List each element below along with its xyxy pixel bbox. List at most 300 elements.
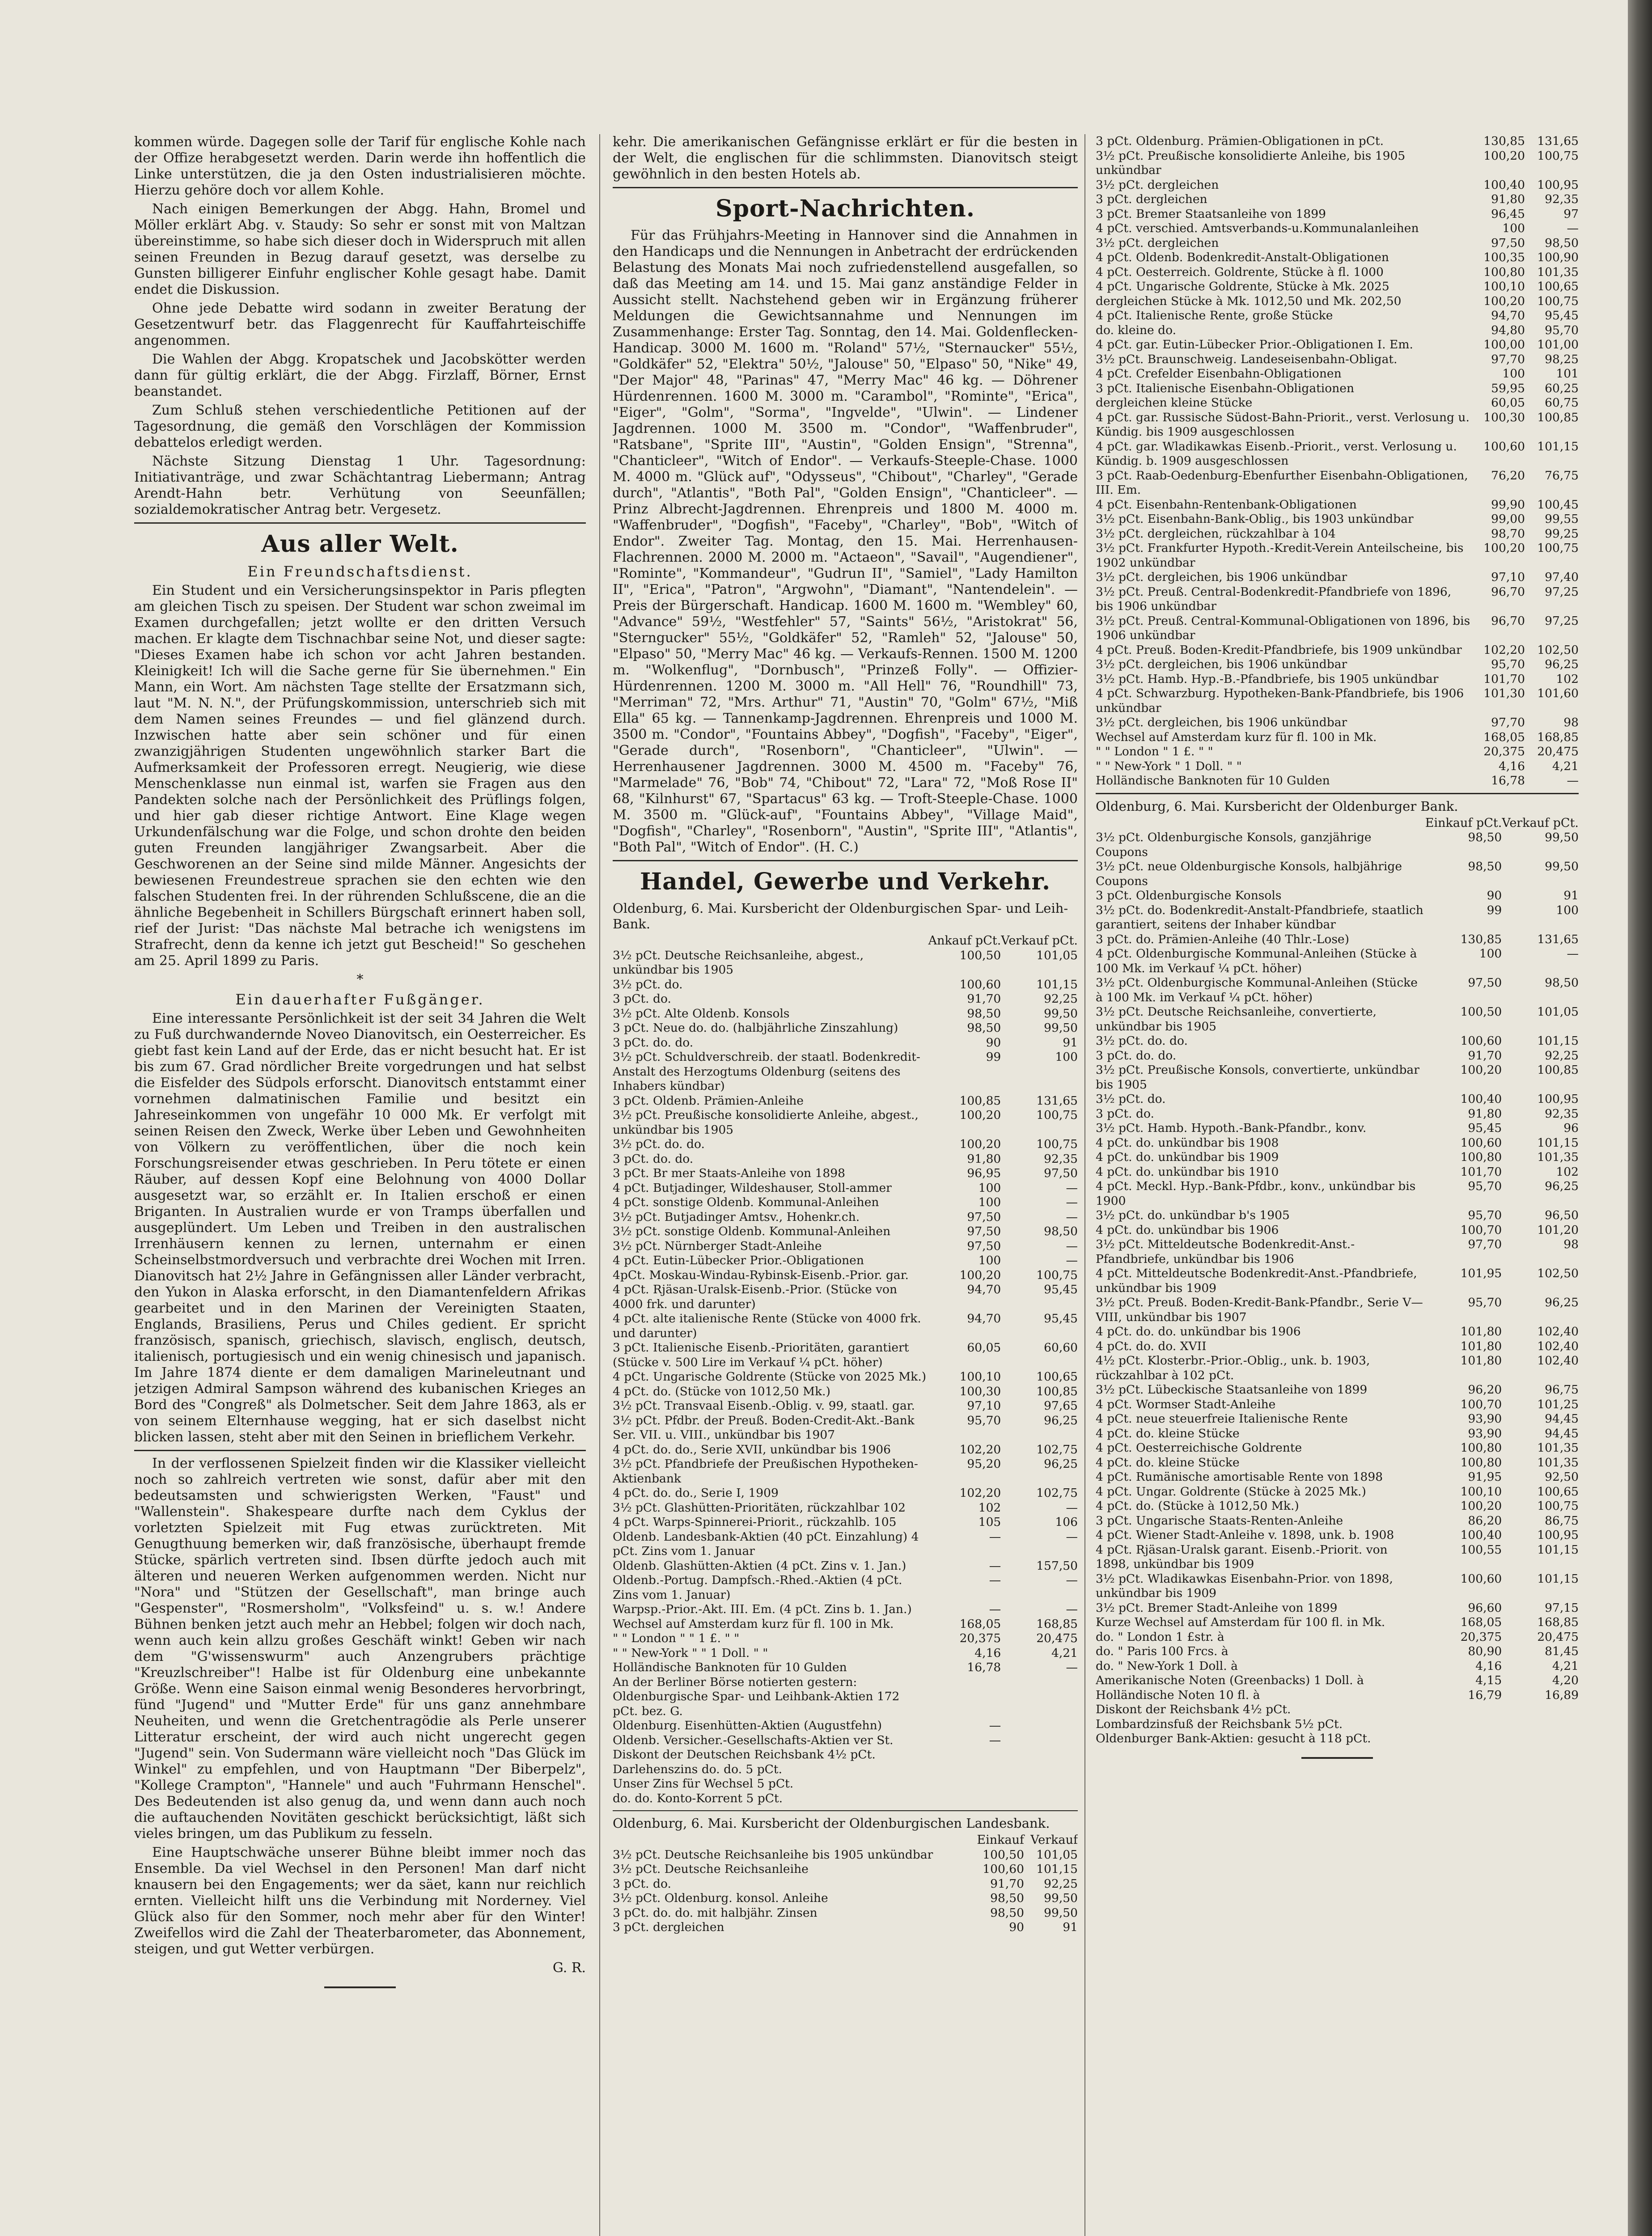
table-row [1096,1325,1579,1339]
security-name: 3½ pCt. Transvaal Eisenb.-Oblig. v. 99, staatl. gar. [613,1399,915,1413]
sell-rate: 20,475 [1036,1631,1078,1645]
sell-rate: 97,25 [1545,584,1579,599]
table-row [613,1486,1078,1501]
table-row [1096,178,1579,193]
exchange-report-title-oldenburger-bank: Oldenburg, 6. Mai. Kursbericht der Oldenburger Bank. [1096,798,1458,814]
table-header-row [613,934,1078,949]
buy-rate [928,1791,1001,1806]
sell-rate: 100,85 [1537,1063,1579,1077]
buy-rate: 98,50 [1468,830,1502,844]
table-row [1096,1339,1579,1354]
sell-rate: 168,85 [1537,1615,1579,1629]
buy-rate: 97,50 [1491,236,1525,250]
security-name: 3 pCt. dergleichen [613,1920,724,1934]
security-name: 4 pCt. do. do. unkündbar bis 1906 [1096,1325,1301,1338]
sell-rate: 76,75 [1545,468,1579,483]
section-rule [613,860,1078,861]
buy-rate: 168,05 [1460,1615,1502,1629]
table-row [613,1559,1078,1574]
security-name: 4 pCt. Ungar. Goldrente (Stücke à 2025 Mk.) [1096,1484,1366,1499]
buy-rate: 4,16 [974,1646,1001,1660]
sell-rate: 100,95 [1537,1528,1579,1542]
table-row [613,1254,1078,1268]
security-name: 3½ pCt. Nürnberger Stadt-Anleihe [613,1239,822,1253]
table-header-row [1096,816,1579,831]
security-name: 4 pCt. Meckl. Hyp.-Bank-Pfdbr., konv., unkündbar bis 1900 [1096,1179,1416,1208]
sell-rate: 102,40 [1537,1325,1579,1338]
security-name: Oldenb. Versicher.-Gesellschafts-Aktien ver St. [613,1733,894,1747]
security-name: 4 pCt. do. (Stücke à 1012,50 Mk.) [1096,1499,1299,1513]
sell-rate: 101 [1556,367,1579,381]
buy-rate: — [989,1573,1001,1587]
table-row [613,1312,1078,1341]
security-name: 3½ pCt. Wladikawkas Eisenbahn-Prior. von 1898, unkündbar bis 1909 [1096,1571,1393,1600]
security-name: 4 pCt. verschied. Amtsverbands-u.Kommunalanleihen [1096,221,1419,235]
sell-rate: 131,65 [1537,932,1579,946]
security-name: 3½ pCt. dergleichen, rückzahlbar à 104 [1096,526,1336,541]
table-row [613,1501,1078,1516]
table-row [613,1660,1078,1675]
table-row [1096,236,1579,251]
sell-rate: 101,25 [1537,1397,1579,1411]
buy-rate: — [989,1529,1001,1544]
security-name: 4 pCt. Oesterreich. Goldrente, Stücke à fl. 1000 [1096,265,1384,279]
security-name: Diskont der Deutschen Reichsbank 4½ pCt. [613,1748,876,1762]
paragraph: Eine Hauptschwäche unserer Bühne bleibt immer noch das Ensemble. Da viel Wechsel in den Personen! Man darf nicht knausern bei den Engagements; wer da säet, kann nur reichlich ernten. Vielleicht hilft uns die Verbindung mit Norderney. Viel Glück also für den Sommer, noch mehr aber für den Winter! Zweifellos wird die Zahl der Theaterbarometer, das Abonnement, steigen, und gut Wetter verbürgen. [134,1845,586,1957]
sell-rate: 92,50 [1545,1470,1579,1484]
buy-rate: 100,80 [1483,265,1525,279]
buy-rate: 100 [978,1195,1001,1209]
sell-rate [1001,1762,1078,1777]
security-name: 3 pCt. dergleichen [1096,192,1207,206]
table-row [613,1210,1078,1225]
table-row [1096,1063,1579,1092]
table-row [613,1195,1078,1210]
sell-rate: 16,89 [1545,1688,1579,1702]
exchange-table-landesbank [613,1833,1078,1935]
table-row [613,1573,1078,1602]
buy-rate: 91,95 [1468,1470,1502,1484]
sell-rate: 86,75 [1545,1513,1579,1528]
buy-rate: 100 [978,1181,1001,1195]
sell-rate [1001,1719,1078,1733]
sell-rate: 101,15 [1036,1862,1078,1876]
table-row [613,1719,1078,1733]
sell-rate: 60,60 [1044,1341,1078,1355]
table-row [1096,309,1579,323]
table-row [1096,265,1579,280]
security-name: 4 pCt. gar. Wladikawkas Eisenb.-Priorit., verst. Verlosung u. Kündig. b. 1909 ausgeschlossen [1096,439,1457,468]
security-name: Darlehenszins do. do. 5 pCt. [613,1762,783,1776]
sell-rate: — [1066,1602,1078,1616]
buy-rate [928,1762,1001,1777]
security-name: " " London " " 1 £. " " [613,1631,740,1645]
buy-rate: 4,16 [1475,1659,1502,1673]
sell-rate: 101,15 [1537,1034,1579,1048]
sell-rate: 97,40 [1545,570,1579,584]
sell-rate: 101,15 [1537,1542,1579,1557]
table-row [1096,860,1579,889]
buy-rate: 100,40 [1460,1092,1502,1106]
table-row [1096,1572,1579,1601]
table-row [1096,1179,1579,1208]
security-name: do. " New-York 1 Doll. à [1096,1659,1238,1673]
buy-rate: 105 [978,1515,1001,1529]
buy-rate: 100,10 [1460,1484,1502,1499]
security-name: 3½ pCt. Preußische konsolidierte Anleihe, bis 1905 unkündbar [1096,148,1406,177]
table-row [613,1848,1078,1863]
buy-rate: 101,80 [1460,1325,1502,1338]
sell-rate: 101,05 [1036,1847,1078,1862]
buy-rate: 101,95 [1460,1266,1502,1280]
buy-rate: 98,50 [990,1891,1024,1905]
buy-rate: 99 [986,1050,1001,1064]
security-name: do. do. Konto-Korrent 5 pCt. [613,1791,783,1805]
security-name: 3 pCt. Neue do. do. (halbjährliche Zinszahlung) [613,1021,898,1035]
security-name: Wechsel auf Amsterdam kurz für fl. 100 in Mk. [613,1617,894,1631]
security-name: 4 pCt. Schwarzburg. Hypotheken-Bank-Pfandbriefe, bis 1906 unkündbar [1096,686,1464,715]
buy-rate: 100,50 [983,1847,1024,1862]
sell-rate: 168,85 [1537,730,1579,744]
security-name: 4 pCt. do. kleine Stücke [1096,1455,1240,1469]
table-row [1096,947,1579,976]
security-name: dergleichen kleine Stücke [1096,396,1253,410]
table-row [1096,250,1579,265]
sell-rate: 92,35 [1044,1152,1078,1166]
table-row [1096,889,1579,903]
sell-rate [1502,1702,1579,1717]
table-row [1096,1107,1579,1122]
security-name: 3½ pCt. Preuß. Central-Kommunal-Obligationen von 1896, bis 1906 unkündbar [1096,614,1470,642]
buy-rate: 100 [978,1254,1001,1267]
buy-rate: 102,20 [959,1442,1001,1457]
table-row [1096,730,1579,745]
table-row [613,1108,1078,1137]
buy-rate: 20,375 [959,1631,1001,1645]
security-name: 3 pCt. do. do. [1096,1048,1177,1063]
security-name: 3½ pCt. Pfdbr. der Preuß. Boden-Credit-Akt.-Bank Ser. VII. u. VIII., unkündbar bis 1907 [613,1413,915,1442]
buy-rate: 100,85 [959,1093,1001,1108]
end-rule [324,1986,396,1988]
sell-rate: 100,85 [1036,1384,1078,1398]
security-name: 4 pCt. Butjadinger, Wildeshauser, Stoll-ammer [613,1181,892,1195]
table-row [613,1224,1078,1239]
table-row [613,1877,1078,1892]
buy-rate: 95,70 [1468,1296,1502,1309]
table-row [1096,1354,1579,1383]
end-rule [1301,1757,1373,1759]
table-row [613,978,1078,992]
buy-rate: 91,80 [967,1152,1001,1166]
security-name: 3 pCt. Italienische Eisenbahn-Obligationen [1096,381,1355,395]
table-row [1096,207,1579,222]
sell-rate: 100,75 [1537,294,1579,308]
buy-rate: 60,05 [967,1341,1001,1355]
table-row [613,1268,1078,1283]
sell-rate: 96,75 [1545,1383,1579,1397]
table-row [1096,498,1579,512]
theater-review [134,1456,586,1957]
buy-rate: 60,05 [1491,396,1525,410]
security-name: 3½ pCt. do. unkündbar b's 1905 [1096,1208,1290,1222]
buy-rate: 98,70 [1491,526,1525,541]
security-name: 4 pCt. Wiener Stadt-Anleihe v. 1898, unk. b. 1908 [1096,1528,1394,1542]
security-name: 3½ pCt. neue Oldenburgische Konsols, halbjährige Coupons [1096,860,1402,888]
table-row [1096,976,1579,1005]
buy-rate: 100,60 [1460,1034,1502,1048]
security-name: 4 pCt. Crefelder Eisenbahn-Obligationen [1096,367,1342,381]
table-row [613,1036,1078,1050]
buy-rate: 91,80 [1468,1106,1502,1121]
security-name: 4pCt. Moskau-Windau-Rybinsk-Eisenb.-Prior. gar. [613,1268,909,1282]
sell-rate: 99,50 [1044,1021,1078,1035]
sell-rate: 100,75 [1537,148,1579,163]
security-name: 4 pCt. Rumänische amortisable Rente von 1898 [1096,1470,1383,1484]
table-row [613,1166,1078,1181]
column-divider [1084,134,1085,2236]
sell-rate [1001,1675,1078,1690]
table-row [1096,1644,1579,1659]
sell-rate: — [1066,1181,1078,1195]
buy-rate: 168,05 [959,1617,1001,1631]
security-name: 3 pCt. Italienische Eisenb.-Prioritäten, garantiert (Stücke v. 500 Lire im Verkauf ¼ pCt. höher) [613,1341,909,1369]
security-name: 3½ pCt. Preuß. Boden-Kredit-Bank-Pfandbr., Serie V—VIII, unkündbar bis 1907 [1096,1296,1423,1324]
article-freundschaftsdienst [134,583,586,969]
security-name: 3½ pCt. Preußische Konsols, convertierte, unkündbar bis 1905 [1096,1063,1419,1092]
buy-rate: 100,20 [1483,541,1525,555]
table-row [1096,1717,1579,1732]
security-name: 3½ pCt. Glashütten-Prioritäten, rückzahlbar 102 [613,1500,906,1515]
security-name: 3½ pCt. Eisenbahn-Bank-Oblig., bis 1903 unkündbar [1096,512,1414,526]
buy-rate: 97,70 [1491,352,1525,366]
security-name: 3 pCt. do. do. mit halbjähr. Zinsen [613,1906,818,1920]
table-row [1096,469,1579,498]
buy-rate: 95,70 [1468,1208,1502,1222]
sell-rate: — [1066,1210,1078,1224]
table-row [613,1515,1078,1530]
sell-rate: 60,25 [1545,381,1579,395]
buy-rate: — [989,1602,1001,1616]
security-name: 4 pCt. Oesterreichische Goldrente [1096,1441,1302,1455]
security-name: 3½ pCt. sonstige Oldenb. Kommunal-Anleihen [613,1224,891,1238]
buy-rate: 16,78 [1491,774,1525,788]
security-name: 4 pCt. gar. Eutin-Lübecker Prior.-Obligationen I. Em. [1096,338,1413,351]
column-divider [599,134,600,2236]
security-name: 4 pCt. Preuß. Boden-Kredit-Pfandbriefe, bis 1909 unkündbar [1096,643,1462,657]
table-row [1096,381,1579,396]
table-row [1096,570,1579,585]
security-name: Oldenburgische Spar- und Leihbank-Aktien 172 pCt. bez. G. [613,1690,900,1718]
table-row [613,1690,1078,1719]
buy-rate: 94,70 [1491,309,1525,322]
sell-rate [1001,1791,1078,1806]
sell-rate: 102,40 [1537,1339,1579,1353]
table-row [1096,1266,1579,1296]
sell-rate: 96,25 [1044,1413,1078,1427]
table-row [1096,192,1579,207]
buy-rate: 100,70 [1460,1397,1502,1411]
exchange-table-spar-leihbank [613,934,1078,1806]
sell-rate: 102,50 [1537,643,1579,657]
security-name: 4 pCt. Ungarische Goldrente (Stücke von 2025 Mk.) [613,1370,927,1384]
buy-rate: 96,20 [1468,1383,1502,1397]
table-row [1096,1441,1579,1456]
table-row [1096,1136,1579,1151]
security-name: Diskont der Reichsbank 4½ pCt. [1096,1702,1291,1716]
sell-rate: 99,50 [1044,1906,1078,1920]
buy-rate: 100,20 [959,1137,1001,1151]
security-name: 3½ pCt. Deutsche Reichsanleihe [613,1862,809,1876]
table-row [1096,1456,1579,1470]
security-name: 3½ pCt. dergleichen, bis 1906 unkündbar [1096,570,1347,584]
sell-rate: 100,75 [1537,1499,1579,1513]
sell-rate: 131,65 [1036,1093,1078,1108]
sell-rate: 102,75 [1036,1486,1078,1500]
security-name: Unser Zins für Wechsel 5 pCt. [613,1777,794,1791]
buy-rate: 90 [1487,889,1502,902]
buy-rate: 100,80 [1460,1150,1502,1164]
table-row [1096,1412,1579,1427]
buy-rate: 100 [1479,947,1502,961]
table-row [1096,1049,1579,1063]
sell-rate: 92,25 [1545,1048,1579,1063]
sell-rate: — [1567,221,1579,235]
sell-rate: 102,50 [1537,1266,1579,1280]
buy-rate [928,1777,1001,1791]
security-name: 4 pCt. alte italienische Rente (Stücke von 4000 frk. und darunter) [613,1312,921,1340]
table-row [613,1385,1078,1399]
sell-rate: 92,25 [1044,1876,1078,1891]
parliament-report [134,134,586,518]
buy-rate: 100,10 [959,1370,1001,1384]
security-name: 4 pCt. do. (Stücke von 1012,50 Mk.) [613,1384,830,1398]
security-name: Wechsel auf Amsterdam kurz für fl. 100 in Mk. [1096,730,1377,744]
buy-rate: 94,80 [1491,323,1525,337]
sell-rate: 81,45 [1545,1644,1579,1658]
security-name: 3½ pCt. Mitteldeutsche Bodenkredit-Anst.-Pfandbriefe, unkündbar bis 1906 [1096,1237,1355,1266]
buy-rate: 100,55 [1460,1542,1502,1557]
buy-rate: 95,45 [1468,1121,1502,1135]
sell-rate [1502,1732,1579,1746]
security-name: 3 pCt. Raab-Oedenburg-Ebenfurther Eisenbahn-Obligationen, III. Em. [1096,468,1468,497]
sell-rate: 96,50 [1545,1208,1579,1222]
sell-rate: 101,05 [1036,948,1078,962]
security-name: 3½ pCt. Pfandbriefe der Preußischen Hypotheken-Aktienbank [613,1457,918,1486]
column-2 [613,134,1078,2236]
buy-rate: 80,90 [1468,1644,1502,1658]
sell-rate: 60,75 [1545,396,1579,410]
security-name: 3½ pCt. dergleichen, bis 1906 unkündbar [1096,657,1347,671]
table-row [1096,1601,1579,1616]
table-row [613,1748,1078,1762]
table-row [613,1021,1078,1036]
sell-rate: 101,15 [1537,1571,1579,1586]
sell-rate: 101,35 [1537,1455,1579,1469]
sell-rate: — [1066,1239,1078,1253]
sell-rate: — [1567,947,1579,961]
buy-rate: 100 [1502,367,1525,381]
table-row [613,1094,1078,1109]
table-row [613,1906,1078,1921]
sell-rate: 99,50 [1044,1006,1078,1021]
table-row [613,1414,1078,1443]
sell-rate: — [1066,1660,1078,1674]
security-name: 3½ pCt. do. [613,977,683,991]
buy-rate: 100,35 [1483,250,1525,264]
security-name: 4 pCt. do. unkündbar bis 1906 [1096,1223,1279,1237]
table-row [613,1530,1078,1559]
paragraph: Für das Frühjahrs-Meeting in Hannover sind die Annahmen in den Handicaps und die Nennungen in Anbetracht der erdrückenden Belastung des Monats Mai noch zufriedenstellend ausgefallen, so daß das Meeting am 14. und 15. Mai ganz anständige Felder in Aussicht stellt. Nachstehend geben wir in Ergänzung früherer Meldungen die Gewichtsannahme und Nennungen im Zusammenhange: Erster Tag. Sonntag, den 14. Mai. Goldenflecken-Handicap. 3000 M. 1600 m. "Roland" 57½, "Sternaucker" 55½, "Goldkäfer" 52, "Elektra" 50½, "Jalouse" 50, "Elpaso" 50, "Nike" 49, "Der Major" 48, "Parinas" 47, "Merry Mac" 46 kg. — Döhrener Hürdenrennen. 1600 M. 3000 m. "Carambol", "Rominte", "Erica", "Eiger", "Golm", "Sorma", "Ingvelde", "Ulwin". — Lindener Jagdrennen. 1000 M. 3500 m. "Condor", "Waffenbruder", "Ratsbane", "Sprite III", "Austin", "Golden Ensign", "Strenna", "Chanticleer", "Witch of Endor". — Verkaufs-Steeple-Chase. 1000 M. 4000 m. "Glück auf", "Odysseus", "Chibout", "Charley", "Gerade durch", "Atlantis", "Both Pal", "Golden Ensign", "Chanticleer". — Prinz Albrecht-Jagdrennen. Ehrenpreis und 1800 M. 4000 m. "Waffenbruder", "Dogfish", "Faceby", "Charley", "Bob", "Witch of Endor". Zweiter Tag. Montag, den 15. Mai. Herrenhausen-Flachrennen. 2000 M. 2000 m. "Actaeon", "Savail", "Augendiener", "Rominte", "Kommandeur", "Gudrun II", "Samiel", "Lady Hamilton II", "Erica", "Patron", "Argwohn", "Diamant", "Nantendelein". — Preis der Bürgerschaft. Handicap. 1600 M. 1600 m. "Wembley" 60, "Advance" 59½, "Westfehler" 57, "Saints" 56½, "Aristokrat" 56, "Sterngucker" 55½, "Goldkäfer" 52, "Ramleh" 52, "Jalouse" 50, "Elpaso" 50, "Merry Mac" 46 kg. — Verkaufs-Rennen. 1500 M. 1200 m. "Wolkenflug", "Dornbusch", "Prinzeß Folly". — Offizier-Hürdenrennen. 1200 M. 3000 m. "All Hell" 76, "Roundhill" 73, "Merriman" 72, "Mrs. Arthur" 71, "Austin" 70, "Golm" 67½, "Miß Ella" 65 kg. — Tannenkamp-Jagdrennen. Ehrenpreis und 1000 M. 3500 m. "Condor", "Fountains Abbey", "Dogfish", "Faceby", "Eiger", "Gerade durch", "Rosenborn", "Chanticleer", "Ulwin". — Herrenhausener Jagdrennen. 3000 M. 4500 m. "Faceby" 76, "Marmelade" 76, "Bob" 74, "Chibout" 72, "Lara" 72, "Moß Rose II" 68, "Kilnhurst" 67, "Spartacus" 63 kg. — Troft-Steeple-Chase. 1000 M. 3500 m. "Glück-auf", "Fountains Abbey", "Village Maid", "Dogfish", "Charley", "Rosenborn", "Austin", "Sprite III", "Atlantis", "Both Pal", "Witch of Endor". (H. C.) [613,228,1078,855]
table-row [1096,396,1579,411]
paragraph: Ein Student und ein Versicherungsinspektor in Paris pflegten am gleichen Tisch zu speisen. Der Student war schon zweimal im Examen durchgefallen; jetzt wollte er den dritten Versuch machen. Er klagte dem Tischnachbar seine Not, und dieser sagte: "Dieses Examen habe ich schon vor acht Jahren bestanden. Kleinigkeit! Ich will die Sache gerne für Sie übernehmen." Ein Mann, ein Wort. Am nächsten Tage stellte der Ersatzmann sich, laut "M. N. N.", der Prüfungskommission, unterschrieb sich mit dem Namen seines Freundes — und fiel glänzend durch. Inzwischen hatte aber sein schöner und für einen zwanzigjährigen Studenten ungewöhnlich starker Bart die Aufmerksamkeit der Professoren erregt. Neugierig, wie diese Menschenklasse nun einmal ist, warfen sie Fragen aus den Pandekten solche nach der Persönlichkeit des Prüflings folgen, und hier gab dieser richtige Antwort. Eine Klage wegen Urkundenfälschung war die Folge, und schon drohte den beiden guten Freunden langjähriger Zwangsarbeit. Aber die Geschworenen an der Seine sind milde Männer. Angesichts der bewiesenen Freundestreue sprachen sie den echten wie den falschen Studenten frei. In der rührenden Schlußscene, die an die ähnliche Begebenheit in Schillers Bürgschaft erinnert haben soll, rief der Jurist: "Das nächste Mal betrache ich wenigstens im Strafrecht, denn da kenne ich jetzt gut Bescheid!" So geschehen am 25. April 1899 zu Paris. [134,583,586,969]
sell-rate: 100 [1055,1050,1078,1064]
sell-rate: 99,25 [1545,526,1579,541]
table-row [613,1675,1078,1690]
sell-rate: 95,45 [1044,1312,1078,1326]
security-name: 3 pCt. Oldenburg. Prämien-Obligationen in pCt. [1096,134,1384,148]
table-row [1096,149,1579,178]
table-row [1096,1005,1579,1034]
table-row [1096,1237,1579,1266]
sell-rate: 100,65 [1036,1370,1078,1384]
table-row [1096,338,1579,352]
sell-rate: 4,21 [1552,1659,1579,1673]
table-row [1096,134,1579,149]
security-name: 3½ pCt. Oldenburgische Konsols, ganzjährige Coupons [1096,830,1372,859]
sell-rate: 100,95 [1537,1092,1579,1106]
buy-rate: 90 [986,1035,1001,1050]
sell-rate: 95,70 [1545,323,1579,337]
sell-rate: 102 [1556,672,1579,686]
buy-rate: 130,85 [1483,134,1525,148]
buy-rate: 101,80 [1460,1354,1502,1368]
buy-rate: — [989,1719,1001,1732]
exchange-report-title-landesbank: Oldenburg, 6. Mai. Kursbericht der Oldenburgischen Landesbank. [613,1816,1050,1831]
sell-rate: 20,475 [1537,745,1579,758]
table-row [1096,1732,1579,1746]
buy-rate: 97,10 [1491,570,1525,584]
buy-rate: 100,60 [1483,439,1525,453]
buy-rate: 100,70 [1460,1223,1502,1237]
security-name: 3½ pCt. dergleichen [1096,178,1219,192]
sell-rate [1001,1690,1078,1719]
security-name: 3 pCt. do. do. [613,1035,694,1050]
sell-rate: 101,35 [1537,1150,1579,1164]
section-rule [613,187,1078,188]
sell-rate: 100,65 [1537,1484,1579,1499]
security-name: Oldenburger Bank-Aktien: gesucht à 118 pCt. [1096,1732,1371,1745]
security-name: 3½ pCt. Hamb. Hyp.-B.-Pfandbriefe, bis 1905 unkündbar [1096,672,1439,686]
column-3 [1096,134,1579,2236]
table-row [1096,1702,1579,1717]
buy-rate: 100,20 [959,1268,1001,1282]
table-row [613,1602,1078,1617]
security-name: 4 pCt. Eisenbahn-Rentenbank-Obligationen [1096,497,1357,512]
security-name: 4 pCt. do. do., Serie XVII, unkündbar bis 1906 [613,1442,891,1457]
security-name: 4 pCt. Wormser Stadt-Anleihe [1096,1397,1276,1411]
sell-rate [1001,1748,1078,1762]
table-row [613,1283,1078,1312]
exchange-report-title-spar-leihbank: Oldenburg, 6. Mai. Kursbericht der Oldenburgischen Spar- und Leih-Bank. [613,901,1068,932]
sell-rate: 91 [1063,1035,1078,1050]
table-row [1096,1528,1579,1543]
sell-rate: 4,21 [1552,759,1579,773]
sell-rate: — [1066,1195,1078,1209]
sell-rate [1001,1777,1078,1791]
buy-rate: 94,70 [967,1312,1001,1326]
table-row [613,1891,1078,1906]
sell-rate: 91 [1063,1920,1078,1934]
